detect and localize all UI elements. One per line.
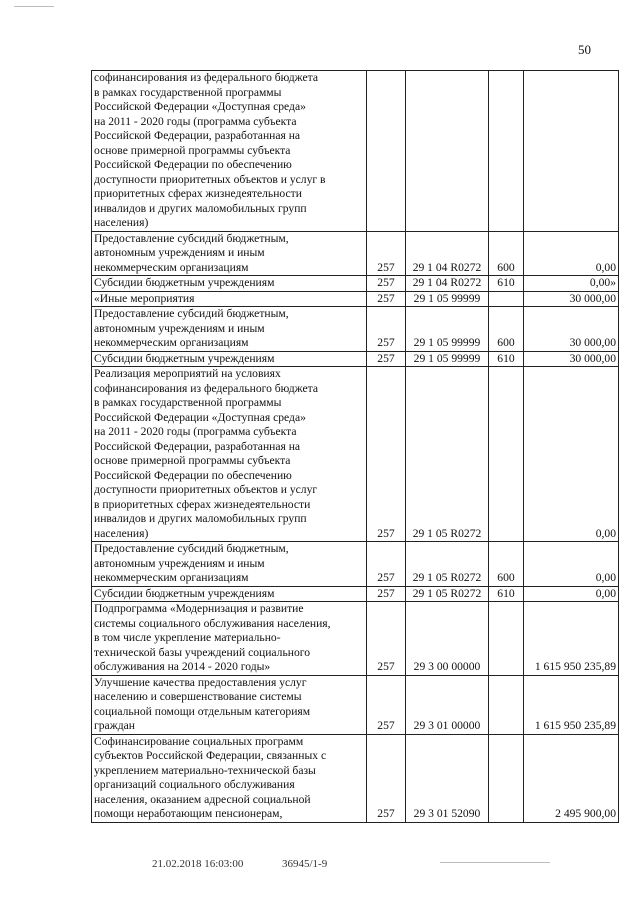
row-sum: 30 000,00 (524, 307, 619, 352)
row-vr-code (489, 71, 524, 232)
row-name: Улучшение качества предоставления услуг населению и совершенствование системы социальной помощи отдельным категориям граждан (92, 675, 367, 734)
table-row (92, 351, 619, 367)
row-sum (524, 71, 619, 232)
row-sum: 0,00 (524, 367, 619, 542)
row-ved-code (367, 71, 406, 232)
row-vr-code: 610 (489, 276, 524, 292)
table-row (92, 734, 619, 822)
row-ved-code: 257 (367, 586, 406, 602)
row-name: «Иные мероприятия (92, 291, 367, 307)
row-sum: 1 615 950 235,89 (524, 675, 619, 734)
row-sum: 2 495 900,00 (524, 734, 619, 822)
row-name: Субсидии бюджетным учреждениям (92, 586, 367, 602)
table-row (92, 586, 619, 602)
row-sum: 30 000,00 (524, 351, 619, 367)
row-vr-code: 610 (489, 351, 524, 367)
row-vr-code (489, 675, 524, 734)
row-name: Реализация мероприятий на условиях софинансирования из федерального бюджета в рамках государственной программы Российской Федерации «Доступная среда» на 2011 - 2020 годы (программа субъекта Российской Федерации, разработанная на основe примерной программы субъекта Российской Федерации по обеспечению доступности приоритетных объектов и услуг в приоритетных сферах жизнедеятельности инвалидов и других маломобильных групп населения) (92, 367, 367, 542)
row-ved-code: 257 (367, 542, 406, 587)
row-ved-code: 257 (367, 231, 406, 276)
row-sum: 0,00 (524, 542, 619, 587)
table-row (92, 71, 619, 232)
table-row (92, 367, 619, 542)
row-name: Подпрограмма «Модернизация и развитие системы социального обслуживания населения, в том числе укрепление материально- технической базы учреждений социального обслуживания на 2014 - 2020 годы» (92, 602, 367, 676)
row-csr-code: 29 3 01 00000 (406, 675, 489, 734)
row-name: Предоставление субсидий бюджетным, автономным учреждениям и иным некоммерческим организациям (92, 231, 367, 276)
page-number: 50 (578, 42, 591, 57)
row-vr-code: 600 (489, 307, 524, 352)
table-row (92, 276, 619, 292)
row-csr-code: 29 3 01 52090 (406, 734, 489, 822)
table-row (92, 602, 619, 676)
row-ved-code: 257 (367, 276, 406, 292)
row-name: Предоставление субсидий бюджетным, автономным учреждениям и иным некоммерческим организациям (92, 542, 367, 587)
row-vr-code (489, 602, 524, 676)
table-row (92, 675, 619, 734)
row-ved-code: 257 (367, 675, 406, 734)
row-csr-code: 29 1 05 R0272 (406, 542, 489, 587)
row-sum: 0,00 (524, 231, 619, 276)
row-sum: 30 000,00 (524, 291, 619, 307)
row-csr-code: 29 1 05 R0272 (406, 586, 489, 602)
row-csr-code (406, 71, 489, 232)
row-vr-code: 610 (489, 586, 524, 602)
row-vr-code (489, 291, 524, 307)
row-csr-code: 29 1 05 R0272 (406, 367, 489, 542)
table-row (92, 291, 619, 307)
row-csr-code: 29 1 04 R0272 (406, 276, 489, 292)
row-ved-code: 257 (367, 307, 406, 352)
scan-mark (440, 862, 550, 863)
row-name: Субсидии бюджетным учреждениям (92, 351, 367, 367)
budget-table (91, 70, 619, 823)
row-vr-code (489, 367, 524, 542)
row-sum: 1 615 950 235,89 (524, 602, 619, 676)
table-row (92, 307, 619, 352)
row-name: софинансирования из федерального бюджета в рамках государственной программы Российской Федерации «Доступная среда» на 2011 - 2020 годы (программа субъекта Российской Федерации, разработанная на основe примерной программы субъекта Российской Федерации по обеспечению доступности приоритетных объектов и услуг в приоритетных сферах жизнедеятельности инвалидов и других маломобильных групп населения) (92, 71, 367, 232)
row-csr-code: 29 1 04 R0272 (406, 231, 489, 276)
row-name: Предоставление субсидий бюджетным, автономным учреждениям и иным некоммерческим организациям (92, 307, 367, 352)
row-sum: 0,00 (524, 586, 619, 602)
row-ved-code: 257 (367, 602, 406, 676)
row-csr-code: 29 3 00 00000 (406, 602, 489, 676)
row-ved-code: 257 (367, 291, 406, 307)
row-ved-code: 257 (367, 351, 406, 367)
row-vr-code: 600 (489, 231, 524, 276)
row-vr-code (489, 734, 524, 822)
row-csr-code: 29 1 05 99999 (406, 291, 489, 307)
footer-doc-id: 36945/1-9 (282, 858, 328, 870)
row-name: Софинансирование социальных программ субъектов Российской Федерации, связанных с укреплением материально-технической базы организаций социального обслуживания населения, оказанием адресной социальной помощи неработающим пенсионерам, (92, 734, 367, 822)
row-ved-code: 257 (367, 367, 406, 542)
table-row (92, 231, 619, 276)
row-csr-code: 29 1 05 99999 (406, 351, 489, 367)
row-name: Субсидии бюджетным учреждениям (92, 276, 367, 292)
scan-mark (14, 6, 54, 7)
row-csr-code: 29 1 05 99999 (406, 307, 489, 352)
row-sum: 0,00» (524, 276, 619, 292)
table-row (92, 542, 619, 587)
row-vr-code: 600 (489, 542, 524, 587)
row-ved-code: 257 (367, 734, 406, 822)
footer-date: 21.02.2018 16:03:00 (152, 858, 244, 870)
